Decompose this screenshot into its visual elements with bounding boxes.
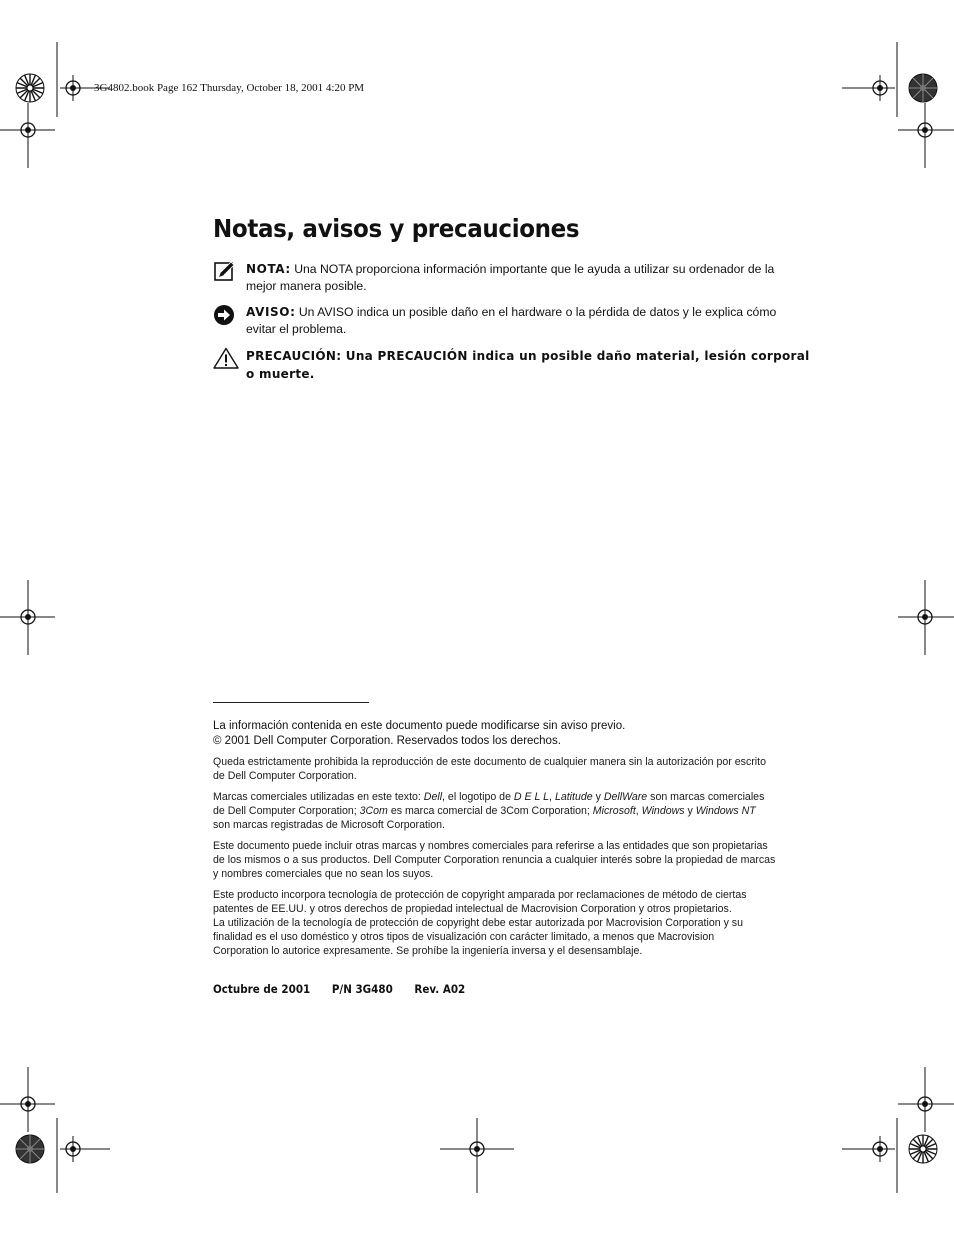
microsoft-trademark: Microsoft	[592, 805, 636, 817]
windows-nt-trademark: Windows NT	[695, 805, 756, 817]
trademarks-line3: son marcas registradas de Microsoft Corporation.	[213, 819, 445, 831]
latitude-trademark: Latitude	[554, 791, 593, 803]
other-marks-line1: Este documento puede incluir otras marcas y nombres comerciales para referirse a las entidades que son propietarias	[213, 840, 768, 852]
warning-triangle-icon	[213, 347, 239, 369]
reproduction-line2: de Dell Computer Corporation.	[213, 770, 357, 782]
publication-footer	[213, 982, 483, 996]
copyright-technology-notice	[213, 888, 818, 958]
note-label: NOTA:	[246, 262, 291, 276]
dell-logo-trademark: D E L L	[513, 791, 550, 803]
copyright-tech-line5: Corporation lo autorice expresamente. Se prohíbe la ingeniería inversa y el desensamblaje.	[213, 945, 643, 957]
publication-date: Octubre de 2001	[213, 982, 311, 996]
note-text-line2: mejor manera posible.	[246, 279, 367, 293]
info-line2: © 2001 Dell Computer Corporation. Reservados todos los derechos.	[213, 734, 561, 747]
dell-trademark: Dell	[423, 791, 443, 803]
3com-trademark: 3Com	[359, 805, 388, 817]
other-marks-line3: y nombres comerciales que no sean los suyos.	[213, 868, 434, 880]
caution-text-line1: PRECAUCIÓN: Una PRECAUCIÓN indica un posible daño material, lesión corporal	[246, 349, 810, 363]
note-callout	[213, 261, 813, 295]
other-marks-line2: de los mismos o a sus productos. Dell Computer Corporation renuncia a cualquier interés sobre la propiedad de marcas	[213, 854, 776, 866]
info-line1: La información contenida en este documento puede modificarse sin aviso previo.	[213, 720, 626, 732]
caution-callout	[213, 347, 813, 383]
notice-text-line1: Un AVISO indica un posible daño en el hardware o la pérdida de datos y le explica cómo	[298, 305, 777, 319]
part-number: P/N 3G480	[331, 982, 393, 996]
dellware-trademark: DellWare	[603, 791, 648, 803]
arrow-circle-icon	[213, 304, 235, 326]
caution-text-line2: o muerte.	[246, 367, 315, 381]
trademarks-notice	[213, 790, 818, 832]
copyright-tech-line3: La utilización de la tecnología de protección de copyright debe estar autorizada por Macrovision Corporation y su	[213, 917, 743, 929]
notice-text-line2: evitar el problema.	[246, 322, 347, 336]
windows-trademark: Windows	[641, 805, 685, 817]
notice-callout	[213, 304, 813, 338]
reproduction-notice	[213, 755, 818, 783]
other-marks-notice	[213, 839, 818, 881]
revision: Rev. A02	[414, 982, 466, 996]
page-title: Notas, avisos y precauciones	[213, 214, 580, 243]
print-header: 3G4802.book Page 162 Thursday, October 18, 2001 4:20 PM	[94, 82, 365, 94]
notice-label: AVISO:	[246, 305, 296, 319]
pencil-note-icon	[213, 261, 235, 283]
trademarks-line1: Marcas comerciales utilizadas en este texto: Dell, el logotipo de D E L L, Latitude y DellWare son marcas comerciales	[213, 791, 765, 803]
info-block	[213, 719, 813, 748]
copyright-tech-line4: finalidad es el uso doméstico y otros tipos de visualización con carácter limitado, a menos que Macrovision	[213, 931, 715, 943]
reproduction-line1: Queda estrictamente prohibida la reproducción de este documento de cualquier manera sin la autorización por escrito	[213, 756, 766, 768]
copyright-tech-line2: patentes de EE.UU. y otros derechos de propiedad intelectual de Macrovision Corporation y otros propietarios.	[213, 903, 732, 915]
divider-rule	[213, 702, 369, 703]
trademarks-line2: de Dell Computer Corporation; 3Com es marca comercial de 3Com Corporation; Microsoft, Windows y Windows NT	[213, 805, 756, 817]
note-text-line1: Una NOTA proporciona información importante que le ayuda a utilizar su ordenador de la	[294, 262, 775, 276]
copyright-tech-line1: Este producto incorpora tecnología de protección de copyright amparada por reclamaciones de método de ciertas	[213, 889, 747, 901]
